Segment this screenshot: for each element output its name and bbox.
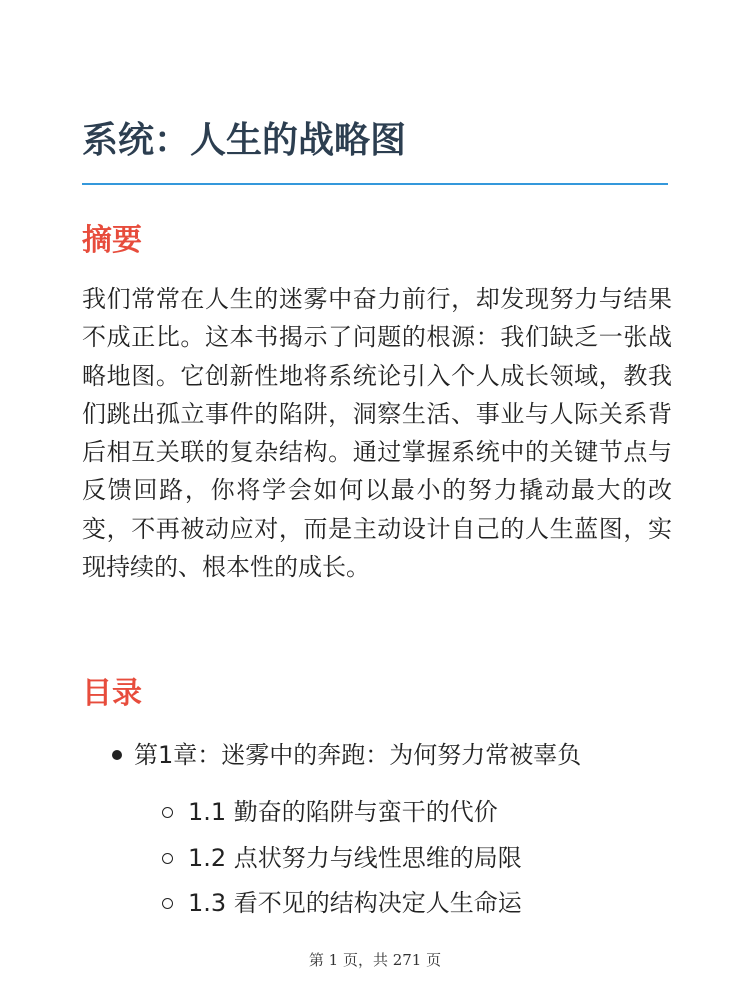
toc-section-label: 1.3 看不见的结构决定人生命运 [188, 889, 522, 917]
toc-heading: 目录 [82, 676, 142, 711]
bullet-circle-icon [162, 853, 173, 864]
bullet-disc-icon [112, 750, 122, 760]
document-page [82, 0, 672, 1000]
bullet-circle-icon [162, 898, 173, 909]
toc-section-label: 1.2 点状努力与线性思维的局限 [188, 844, 522, 872]
title-divider [82, 183, 668, 185]
toc-chapter-label: 第1章：迷雾中的奔跑：为何努力常被辜负 [134, 741, 582, 769]
toc-section-label: 1.1 勤奋的陷阱与蛮干的代价 [188, 798, 498, 826]
document-title: 系统：人生的战略图 [82, 120, 407, 161]
summary-heading: 摘要 [82, 223, 142, 258]
bullet-circle-icon [162, 807, 173, 818]
page-number-footer: 第 1 页，共 271 页 [308, 951, 442, 969]
summary-paragraph: 我们常常在人生的迷雾中奋力前行，却发现努力与结果不成正比。这本书揭示了问题的根源：我们缺乏一张战略地图。它创新性地将系统论引入个人成长领域，教我们跳出孤立事件的陷阱，洞察生活、事业与人际关系背后相互关联的复杂结构。通过掌握系统中的关键节点与反馈回路，你将学会如何以最小的努力撬动最大的改变，不再被动应对，而是主动设计自己的人生蓝图，实现持续的、根本性的成长。 [82, 285, 672, 582]
